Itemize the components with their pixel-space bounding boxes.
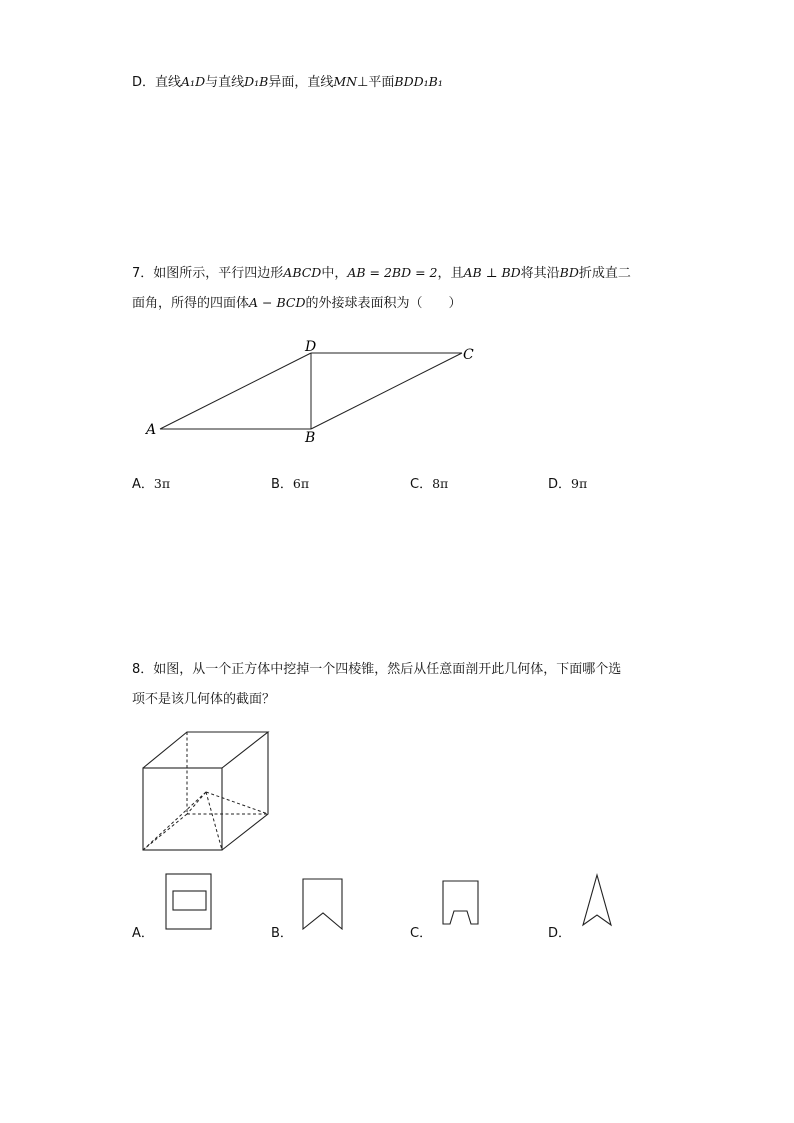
option-value: 9π [571,476,588,491]
text: ⊥平面 [357,75,395,90]
option-value: 8π [432,476,449,491]
hidden-edge-left-bottom [143,814,187,850]
q8-option-b[interactable] [271,922,293,941]
cube-top-edges [143,732,268,768]
math-perpendicular: AB ⊥ BD [463,265,521,280]
option-value: 6π [292,476,310,491]
label-b: B [305,430,316,446]
option-d-shape [583,875,611,925]
option-letter: A． [132,926,154,941]
q8-option-a[interactable] [132,922,154,941]
math-plane-bdd1b1: BDD₁B₁ [394,74,443,89]
pyramid-edge-2 [206,792,222,850]
text: 直线 [155,75,182,90]
edge-cb [311,353,462,429]
text: 异面，直线 [268,75,334,90]
math-bd: BD [559,265,579,280]
option-a-inner-rect [173,891,206,910]
q7-option-c[interactable] [410,473,448,492]
q7-option-b[interactable] [271,473,309,492]
option-c-shape [443,881,478,924]
label-d: D [305,339,317,355]
question-number: 8． [132,662,154,677]
math-equation: AB = 2BD = 2 [347,265,438,280]
q7-stem-line2 [132,294,461,313]
q7-stem-line1 [132,264,631,283]
q8-option-d[interactable] [548,922,571,941]
q7-option-d[interactable] [548,473,587,492]
math-tetrahedron: A − BCD [249,295,306,310]
pyramid-edge-3 [187,792,206,814]
text: 的外接球表面积为（ ） [305,296,462,311]
text: 如图所示，平行四边形 [153,266,284,281]
option-letter: D． [548,926,572,941]
pyramid-edge-4 [206,792,268,814]
option-letter: C． [410,926,433,941]
cube-right-edges [222,732,268,850]
text: ，且 [437,266,464,281]
q8-stem-line2 [132,691,275,709]
option-value: 3π [153,476,171,491]
option-letter: B． [271,926,293,941]
cube-front-face [143,768,222,850]
option-letter: D． [548,477,572,492]
math-line-d1b: D₁B [244,74,269,89]
q8-stem-line1 [132,661,621,679]
text: 与直线 [205,75,245,90]
question-number: 7． [132,266,154,281]
option-letter: C． [410,477,433,492]
option-a-outer-square [166,874,211,929]
option-letter: A． [132,477,154,492]
option-letter: B． [271,477,293,492]
label-c: C [463,347,474,363]
q8-option-c[interactable] [410,922,432,941]
text: 项不是该几何体的截面？ [132,692,276,707]
text: 面角，所得的四面体 [132,296,250,311]
q7-option-a[interactable] [132,473,170,492]
math-abcd: ABCD [283,265,322,280]
text: 折成直二 [578,266,631,281]
option-letter: D． [132,75,156,90]
text: 将其沿 [520,266,560,281]
q6-option-d [132,73,443,92]
math-line-a1d: A₁D [181,74,206,89]
label-a: A [146,422,157,438]
math-line-mn: MN [333,74,358,89]
pyramid-edge-1 [143,792,206,850]
text: 如图，从一个正方体中挖掉一个四棱锥，然后从任意面剖开此几何体，下面哪个选 [153,662,622,677]
option-b-shape [303,879,342,929]
edge-ad [160,353,311,429]
text: 中， [321,266,348,281]
